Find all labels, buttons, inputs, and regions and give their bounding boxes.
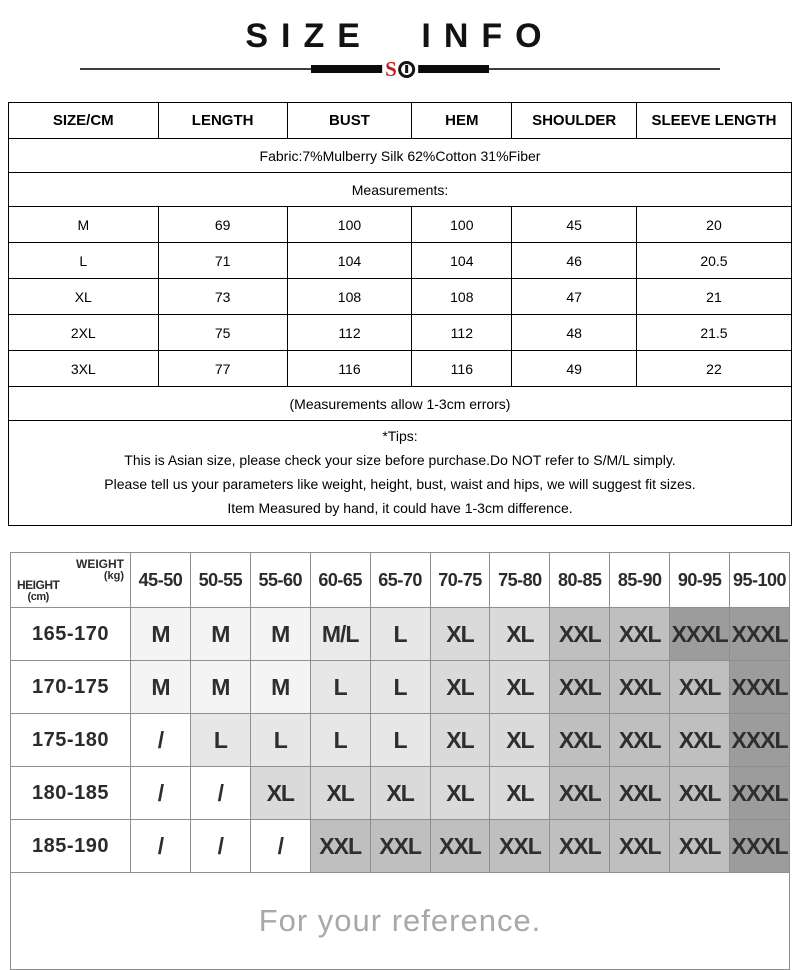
fit-size-cell: XXL — [670, 767, 730, 820]
weight-range-header: 60-65 — [310, 553, 370, 608]
weight-range-header: 80-85 — [550, 553, 610, 608]
size-table-body — [9, 207, 792, 387]
fit-size-cell: M/L — [310, 608, 370, 661]
size-value-cell: 100 — [287, 207, 411, 243]
brand-logo — [382, 58, 418, 80]
fit-size-cell: XXL — [610, 661, 670, 714]
measurements-label: Measurements: — [9, 173, 792, 207]
size-value-cell: 49 — [512, 351, 636, 387]
size-value-cell: 100 — [412, 207, 512, 243]
fit-chart-header-row — [11, 553, 790, 608]
weight-range-header: 45-50 — [131, 553, 191, 608]
fit-size-cell: XXL — [370, 820, 430, 873]
fit-size-cell: XXL — [610, 608, 670, 661]
title-divider — [80, 58, 720, 80]
weight-range-header: 70-75 — [430, 553, 490, 608]
size-label-cell: 3XL — [9, 351, 159, 387]
size-value-cell: 116 — [287, 351, 411, 387]
fit-size-cell: XXL — [550, 608, 610, 661]
brand-letter-s: S — [385, 56, 397, 81]
height-range-label: 185-190 — [11, 820, 131, 873]
fit-size-cell: XXXL — [670, 608, 730, 661]
size-value-cell: 20 — [636, 207, 791, 243]
height-axis-label: HEIGHT (cm) — [17, 578, 60, 603]
fabric-info: Fabric:7%Mulberry Silk 62%Cotton 31%Fiber — [9, 139, 792, 173]
tips-line: Item Measured by hand, it could have 1-3cm difference. — [227, 500, 573, 516]
size-label-cell: 2XL — [9, 315, 159, 351]
size-value-cell: 69 — [158, 207, 287, 243]
fit-size-cell: XXL — [670, 661, 730, 714]
fit-size-cell: XL — [490, 608, 550, 661]
size-value-cell: 108 — [412, 279, 512, 315]
size-value-cell: 21 — [636, 279, 791, 315]
fit-size-cell: / — [190, 820, 250, 873]
size-value-cell: 21.5 — [636, 315, 791, 351]
size-column-header: SHOULDER — [512, 103, 636, 139]
reference-note: For your reference. — [11, 873, 790, 970]
size-value-cell: 116 — [412, 351, 512, 387]
fit-size-cell: M — [131, 661, 191, 714]
fit-size-cell: XL — [490, 714, 550, 767]
height-range-label: 170-175 — [11, 661, 131, 714]
size-table-row — [9, 243, 792, 279]
measurements-label-row — [9, 173, 792, 207]
fabric-row — [9, 139, 792, 173]
fit-size-cell: L — [250, 714, 310, 767]
size-column-header: LENGTH — [158, 103, 287, 139]
size-column-header: SIZE/CM — [9, 103, 159, 139]
height-range-label: 180-185 — [11, 767, 131, 820]
weight-range-header: 95-100 — [730, 553, 790, 608]
size-table-header-row — [9, 103, 792, 139]
tips-row — [9, 421, 792, 526]
fit-size-cell: XXXL — [730, 820, 790, 873]
size-value-cell: 47 — [512, 279, 636, 315]
fit-size-cell: M — [250, 661, 310, 714]
size-value-cell: 104 — [287, 243, 411, 279]
measurements-table — [8, 102, 792, 526]
fit-size-cell: XL — [490, 767, 550, 820]
fit-size-cell: XXL — [610, 820, 670, 873]
fit-size-cell: M — [190, 661, 250, 714]
fit-size-cell: XL — [250, 767, 310, 820]
weight-range-header: 90-95 — [670, 553, 730, 608]
fit-size-cell: XL — [430, 661, 490, 714]
size-value-cell: 77 — [158, 351, 287, 387]
fit-size-cell: / — [131, 820, 191, 873]
fit-chart-row — [11, 767, 790, 820]
size-value-cell: 104 — [412, 243, 512, 279]
fit-size-cell: L — [310, 714, 370, 767]
size-value-cell: 48 — [512, 315, 636, 351]
size-value-cell: 112 — [412, 315, 512, 351]
fit-size-cell: / — [250, 820, 310, 873]
measurements-note: (Measurements allow 1-3cm errors) — [9, 387, 792, 421]
fit-size-cell: XL — [430, 767, 490, 820]
size-value-cell: 75 — [158, 315, 287, 351]
tips-block — [9, 421, 792, 526]
fit-size-cell: XL — [310, 767, 370, 820]
fit-size-cell: L — [370, 714, 430, 767]
fit-size-cell: XL — [430, 714, 490, 767]
size-value-cell: 73 — [158, 279, 287, 315]
fit-size-cell: XL — [430, 608, 490, 661]
size-table-row — [9, 351, 792, 387]
weight-axis-label: WEIGHT (kg) — [76, 557, 124, 582]
fit-chart-body — [11, 608, 790, 873]
size-value-cell: 46 — [512, 243, 636, 279]
tips-line: This is Asian size, please check your size before purchase.Do NOT refer to S/M/L simply. — [124, 452, 676, 468]
size-value-cell: 108 — [287, 279, 411, 315]
tips-heading: *Tips: — [382, 428, 418, 444]
fit-size-cell: / — [131, 767, 191, 820]
fit-size-cell: XXL — [550, 820, 610, 873]
fit-chart-footer-row — [11, 873, 790, 970]
size-label-cell: L — [9, 243, 159, 279]
size-column-header: SLEEVE LENGTH — [636, 103, 791, 139]
size-value-cell: 71 — [158, 243, 287, 279]
fit-size-cell: XXXL — [730, 767, 790, 820]
size-value-cell: 112 — [287, 315, 411, 351]
weight-range-header: 85-90 — [610, 553, 670, 608]
fit-size-cell: XXXL — [730, 661, 790, 714]
size-table-row — [9, 315, 792, 351]
fit-size-cell: XXL — [310, 820, 370, 873]
size-table-row — [9, 207, 792, 243]
fit-size-cell: L — [370, 608, 430, 661]
fit-size-cell: XXL — [550, 767, 610, 820]
fit-chart-row — [11, 661, 790, 714]
weight-range-header: 55-60 — [250, 553, 310, 608]
size-value-cell: 20.5 — [636, 243, 791, 279]
fit-size-cell: XXL — [670, 714, 730, 767]
weight-range-header: 75-80 — [490, 553, 550, 608]
fit-chart-row — [11, 820, 790, 873]
page-title: SIZE INFO — [245, 17, 555, 55]
weight-range-header: 65-70 — [370, 553, 430, 608]
fit-chart-table — [10, 552, 790, 970]
fit-size-cell: L — [310, 661, 370, 714]
fit-chart-row — [11, 608, 790, 661]
size-table-row — [9, 279, 792, 315]
fit-size-cell: L — [370, 661, 430, 714]
fit-chart-row — [11, 714, 790, 767]
fit-size-cell: XXL — [670, 820, 730, 873]
size-label-cell: M — [9, 207, 159, 243]
note-row — [9, 387, 792, 421]
height-range-label: 165-170 — [11, 608, 131, 661]
fit-size-cell: XXXL — [730, 608, 790, 661]
size-value-cell: 22 — [636, 351, 791, 387]
fit-size-cell: XXL — [550, 661, 610, 714]
height-weight-corner-cell — [11, 553, 131, 608]
size-value-cell: 45 — [512, 207, 636, 243]
fit-size-cell: XXL — [610, 714, 670, 767]
fit-size-cell: XL — [370, 767, 430, 820]
fit-size-cell: XXL — [430, 820, 490, 873]
height-range-label: 175-180 — [11, 714, 131, 767]
weight-range-header: 50-55 — [190, 553, 250, 608]
size-label-cell: XL — [9, 279, 159, 315]
fit-size-cell: M — [250, 608, 310, 661]
tips-line: Please tell us your parameters like weight, height, bust, waist and hips, we will suggest fit sizes. — [104, 476, 696, 492]
fit-size-cell: / — [131, 714, 191, 767]
fit-size-cell: XL — [490, 661, 550, 714]
fit-size-cell: / — [190, 767, 250, 820]
fit-size-cell: L — [190, 714, 250, 767]
fit-size-cell: M — [190, 608, 250, 661]
size-column-header: HEM — [412, 103, 512, 139]
fit-size-cell: M — [131, 608, 191, 661]
fit-size-cell: XXL — [550, 714, 610, 767]
size-column-header: BUST — [287, 103, 411, 139]
fit-size-cell: XXXL — [730, 714, 790, 767]
circled-i-icon — [398, 61, 415, 78]
fit-size-cell: XXL — [490, 820, 550, 873]
fit-size-cell: XXL — [610, 767, 670, 820]
